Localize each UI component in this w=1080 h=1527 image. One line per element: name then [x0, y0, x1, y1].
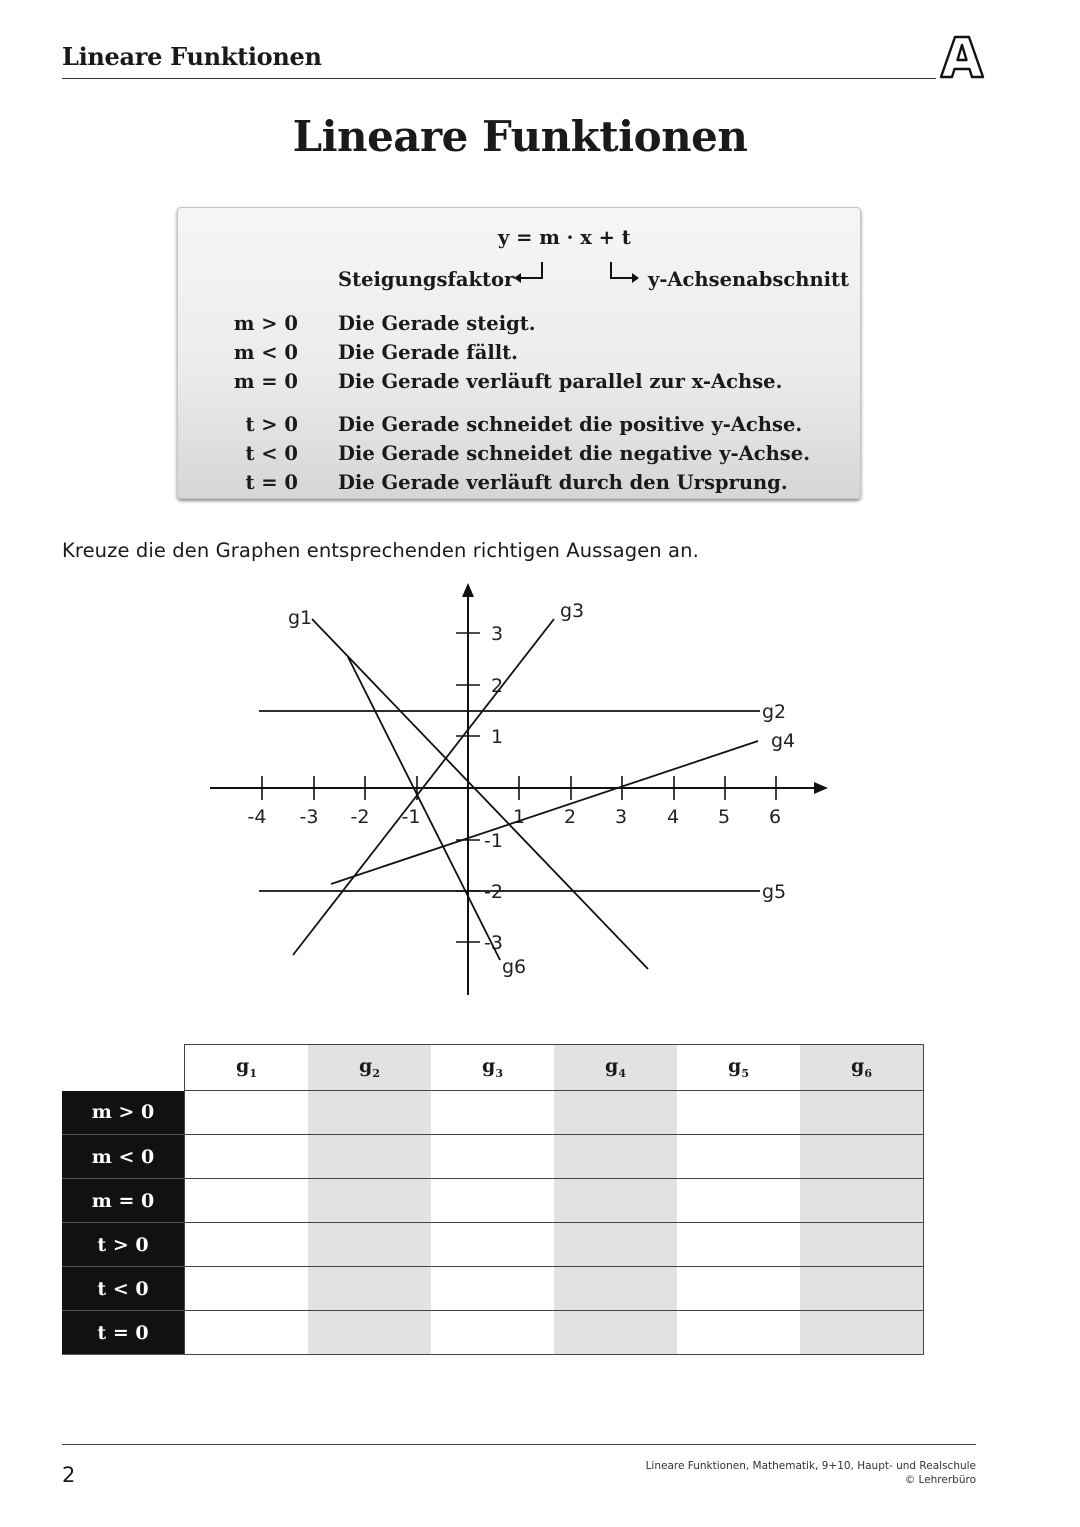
column-header-g6: $g_6$ — [800, 1045, 924, 1091]
row-header: m > 0 — [62, 1091, 185, 1135]
row-header: t = 0 — [62, 1311, 185, 1355]
footer-line-2: © Lehrerbüro — [904, 1474, 976, 1486]
line-label-g4: g4 — [771, 730, 796, 752]
y-tick-label: -3 — [484, 932, 503, 954]
checkbox-cell[interactable] — [308, 1135, 431, 1179]
checkbox-cell[interactable] — [800, 1135, 924, 1179]
table-header-row — [62, 1045, 924, 1091]
checkbox-cell[interactable] — [677, 1135, 800, 1179]
checkbox-cell[interactable] — [308, 1223, 431, 1267]
x-tick-label: 2 — [563, 806, 577, 828]
table-row — [62, 1179, 924, 1223]
checkbox-cell[interactable] — [554, 1267, 677, 1311]
checkbox-cell[interactable] — [554, 1135, 677, 1179]
checkbox-cell[interactable] — [431, 1223, 554, 1267]
table-row — [62, 1223, 924, 1267]
rule-text: Die Gerade schneidet die positive y-Achse. — [338, 413, 803, 436]
column-header-g3: $g_3$ — [431, 1045, 554, 1091]
page-header — [62, 38, 936, 79]
y-axis-arrow-icon — [462, 583, 474, 597]
line-label-g1: g1 — [288, 607, 313, 629]
checkbox-cell[interactable] — [185, 1311, 309, 1355]
line-g6 — [348, 657, 500, 960]
column-header-g1: $g_1$ — [185, 1045, 309, 1091]
checkbox-cell[interactable] — [677, 1091, 800, 1135]
checkbox-cell[interactable] — [677, 1311, 800, 1355]
checkbox-cell[interactable] — [677, 1267, 800, 1311]
x-tick-label: 6 — [768, 806, 782, 828]
main-title: Lineare Funktionen — [292, 112, 748, 161]
checkbox-cell[interactable] — [677, 1179, 800, 1223]
checkbox-cell[interactable] — [800, 1223, 924, 1267]
x-tick-label: 3 — [614, 806, 628, 828]
x-tick-label: 1 — [512, 806, 526, 828]
rule-text: Die Gerade fällt. — [338, 341, 518, 364]
table-corner — [62, 1045, 185, 1091]
answer-table — [62, 1044, 924, 1355]
column-header-g2: $g_2$ — [308, 1045, 431, 1091]
checkbox-cell[interactable] — [677, 1223, 800, 1267]
x-tick-label: -1 — [401, 806, 421, 828]
line-label-g5: g5 — [762, 881, 787, 903]
checkbox-cell[interactable] — [185, 1267, 309, 1311]
checkbox-cell[interactable] — [554, 1311, 677, 1355]
checkbox-cell[interactable] — [308, 1091, 431, 1135]
rule-cond: t > 0 — [245, 413, 298, 436]
return-arrow-right-icon — [608, 260, 642, 288]
table-row — [62, 1311, 924, 1355]
checkbox-cell[interactable] — [308, 1311, 431, 1355]
x-tick-label: -3 — [299, 806, 319, 828]
rule-cond: t < 0 — [245, 442, 298, 465]
checkbox-cell[interactable] — [800, 1267, 924, 1311]
footer-divider — [62, 1444, 976, 1445]
coordinate-graph — [200, 575, 840, 1005]
rule-cond: t = 0 — [245, 471, 298, 494]
checkbox-cell[interactable] — [185, 1091, 309, 1135]
x-tick-label: -4 — [247, 806, 267, 828]
checkbox-cell[interactable] — [431, 1267, 554, 1311]
row-header: t < 0 — [62, 1267, 185, 1311]
checkbox-cell[interactable] — [554, 1223, 677, 1267]
checkbox-cell[interactable] — [431, 1311, 554, 1355]
y-tick-label: -2 — [484, 881, 503, 903]
checkbox-cell[interactable] — [431, 1135, 554, 1179]
footer-line-1: Lineare Funktionen, Mathematik, 9+10, Haupt- und Realschule — [645, 1460, 976, 1472]
rule-text: Die Gerade steigt. — [338, 312, 536, 335]
checkbox-cell[interactable] — [185, 1135, 309, 1179]
line-label-g2: g2 — [762, 701, 787, 723]
checkbox-cell[interactable] — [431, 1179, 554, 1223]
checkbox-cell[interactable] — [554, 1179, 677, 1223]
checkbox-cell[interactable] — [431, 1091, 554, 1135]
x-axis-arrow-icon — [814, 782, 828, 794]
rule-cond: m = 0 — [233, 370, 298, 393]
instruction-text: Kreuze die den Graphen entsprechenden richtigen Aussagen an. — [62, 539, 699, 562]
header-title: Lineare Funktionen — [62, 42, 322, 71]
x-tick-label: -2 — [350, 806, 370, 828]
checkbox-cell[interactable] — [308, 1179, 431, 1223]
checkbox-cell[interactable] — [800, 1091, 924, 1135]
checkbox-cell[interactable] — [800, 1179, 924, 1223]
x-tick-label: 5 — [717, 806, 731, 828]
y-tick-label: -1 — [484, 830, 503, 852]
line-label-g6: g6 — [502, 956, 527, 978]
checkbox-cell[interactable] — [185, 1179, 309, 1223]
table-row — [62, 1267, 924, 1311]
a-logo-icon — [938, 34, 986, 80]
intercept-label: y-Achsenabschnitt — [648, 268, 850, 291]
line-g4 — [331, 741, 758, 884]
page-number: 2 — [62, 1463, 76, 1487]
y-tick-label: 2 — [491, 675, 504, 697]
x-tick-label: 4 — [666, 806, 680, 828]
y-tick-label: 1 — [491, 726, 504, 748]
footer-credits — [646, 1459, 976, 1487]
row-header: t > 0 — [62, 1223, 185, 1267]
rule-text: Die Gerade schneidet die negative y-Achse. — [338, 442, 810, 465]
checkbox-cell[interactable] — [308, 1267, 431, 1311]
checkbox-cell[interactable] — [800, 1311, 924, 1355]
checkbox-cell[interactable] — [185, 1223, 309, 1267]
rule-cond: m < 0 — [233, 341, 298, 364]
row-header: m = 0 — [62, 1179, 185, 1223]
return-arrow-left-icon — [512, 260, 546, 288]
line-label-g3: g3 — [560, 600, 585, 622]
checkbox-cell[interactable] — [554, 1091, 677, 1135]
rule-text: Die Gerade verläuft parallel zur x-Achse. — [338, 370, 783, 393]
table-row — [62, 1091, 924, 1135]
rule-cond: m > 0 — [233, 312, 298, 335]
rules-box — [177, 207, 861, 499]
formula: y = m · x + t — [498, 226, 631, 249]
table-row — [62, 1135, 924, 1179]
slope-label: Steigungsfaktor — [338, 268, 515, 291]
column-header-g4: $g_4$ — [554, 1045, 677, 1091]
column-header-g5: $g_5$ — [677, 1045, 800, 1091]
y-tick-label: 3 — [491, 623, 504, 645]
row-header: m < 0 — [62, 1135, 185, 1179]
rule-text: Die Gerade verläuft durch den Ursprung. — [338, 471, 788, 494]
